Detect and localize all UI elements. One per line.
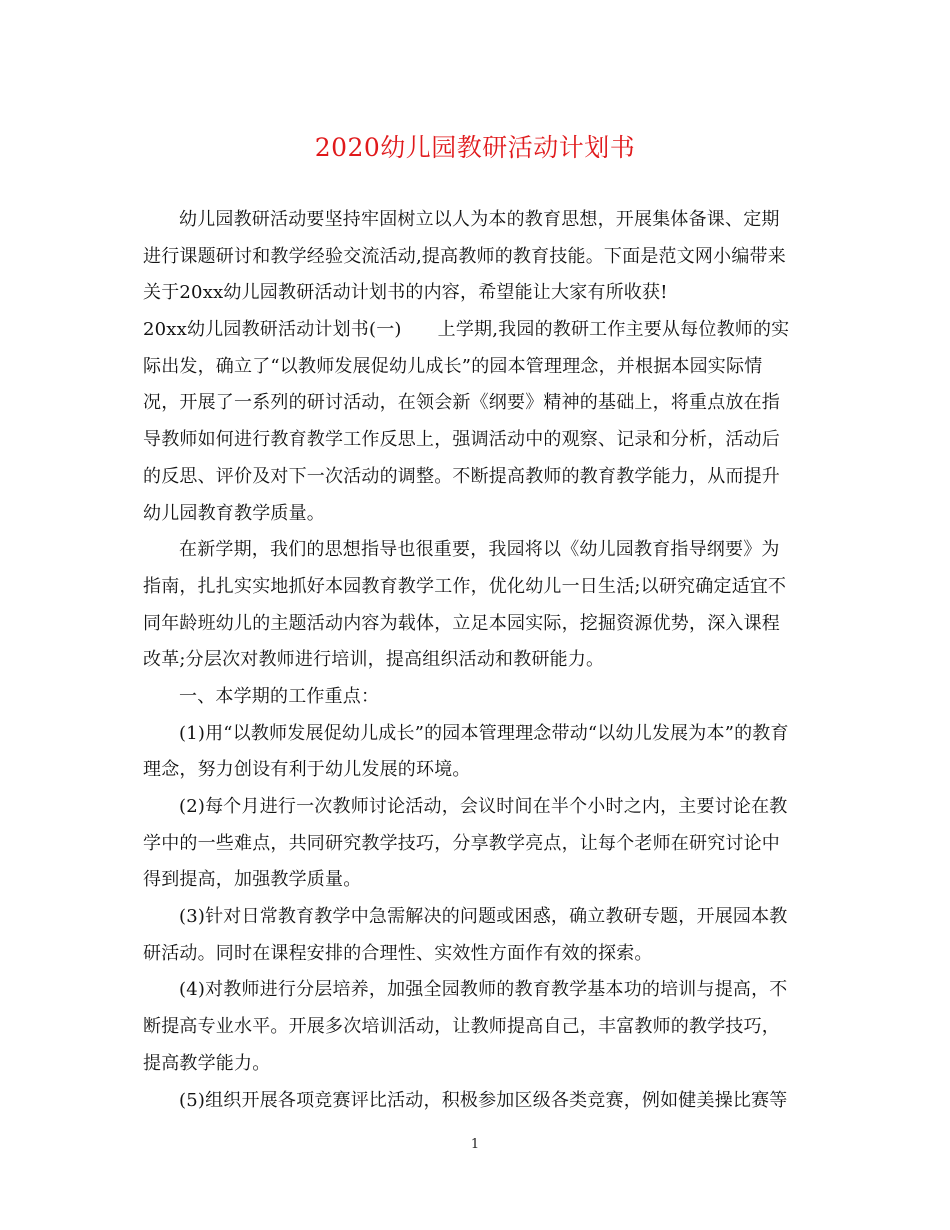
paragraph-line: 幼儿园教育教学质量。 bbox=[143, 502, 325, 524]
paragraph-line: 幼儿园教研活动要坚持牢固树立以人为本的教育思想，开展集体备课、定期 bbox=[179, 209, 780, 230]
paragraph-line: 在新学期，我们的思想指导也很重要，我园将以《幼儿园教育指导纲要》为 bbox=[179, 539, 780, 561]
list-item-line: (4)对教师进行分层培养，加强全园教师的教育教学基本功的培训与提高，不 bbox=[179, 979, 788, 1001]
section-heading-line bbox=[143, 312, 811, 349]
list-item-line: (2)每个月进行一次教师讨论活动，会议时间在半个小时之内，主要讨论在教 bbox=[179, 796, 788, 817]
section-heading: 20xx幼儿园教研活动计划书(一) bbox=[143, 319, 402, 341]
document-title: 2020幼儿园教研活动计划书 bbox=[314, 133, 636, 162]
list-item-line: 提高教学能力。 bbox=[143, 1052, 271, 1074]
paragraph-line: 际出发，确立了“以教师发展促幼儿成长”的园本管理理念，并根据本园实际情 bbox=[143, 355, 763, 377]
paragraph-line: 关于20xx幼儿园教研活动计划书的内容，希望能让大家有所收获! bbox=[143, 282, 668, 304]
paragraph-line: 导教师如何进行教育教学工作反思上，强调活动中的观察、记录和分析，活动后 bbox=[143, 429, 780, 451]
list-item-line: 学中的一些难点，共同研究教学技巧，分享教学亮点，让每个老师在研究讨论中 bbox=[143, 832, 780, 854]
paragraph-start: 上学期,我园的教研工作主要从每位教师的实 bbox=[437, 319, 790, 341]
paragraph-line: 进行课题研讨和教学经验交流活动,提高教师的教育技能。下面是范文网小编带来 bbox=[143, 245, 786, 267]
paragraph-line: 同年龄班幼儿的主题活动内容为载体，立足本园实际，挖掘资源优势，深入课程 bbox=[143, 612, 780, 634]
list-heading-line: 一、本学期的工作重点： bbox=[179, 685, 380, 707]
paragraph-line: 指南，扎扎实实地抓好本园教育教学工作，优化幼儿一日生活;以研究确定适宜不 bbox=[143, 575, 787, 597]
list-item-line: 断提高专业水平。开展多次培训活动，让教师提高自己，丰富教师的教学技巧， bbox=[143, 1016, 780, 1038]
page-number: 1 bbox=[470, 1137, 480, 1152]
document-body bbox=[143, 202, 811, 1119]
paragraph-line: 的反思、评价及对下一次活动的调整。不断提高教师的教育教学能力，从而提升 bbox=[143, 465, 780, 487]
list-item-line: (1)用“以教师发展促幼儿成长”的园本管理理念带动“以幼儿发展为本”的教育 bbox=[179, 722, 789, 744]
paragraph-line: 况，开展了一系列的研讨活动，在领会新《纲要》精神的基础上，将重点放在指 bbox=[143, 392, 780, 414]
list-item-line: 研活动。同时在课程安排的合理性、实效性方面作有效的探索。 bbox=[143, 942, 653, 964]
paragraph-line: 改革;分层次对教师进行培训，提高组织活动和教研能力。 bbox=[143, 649, 605, 671]
list-item-line: (5)组织开展各项竞赛评比活动，积极参加区级各类竞赛，例如健美操比赛等 bbox=[179, 1089, 788, 1111]
list-item-line: 得到提高，加强教学质量。 bbox=[143, 869, 362, 891]
list-item-line: (3)针对日常教育教学中急需解决的问题或困惑，确立教研专题，开展园本教 bbox=[179, 906, 788, 928]
list-item-line: 理念，努力创设有利于幼儿发展的环境。 bbox=[143, 759, 471, 781]
